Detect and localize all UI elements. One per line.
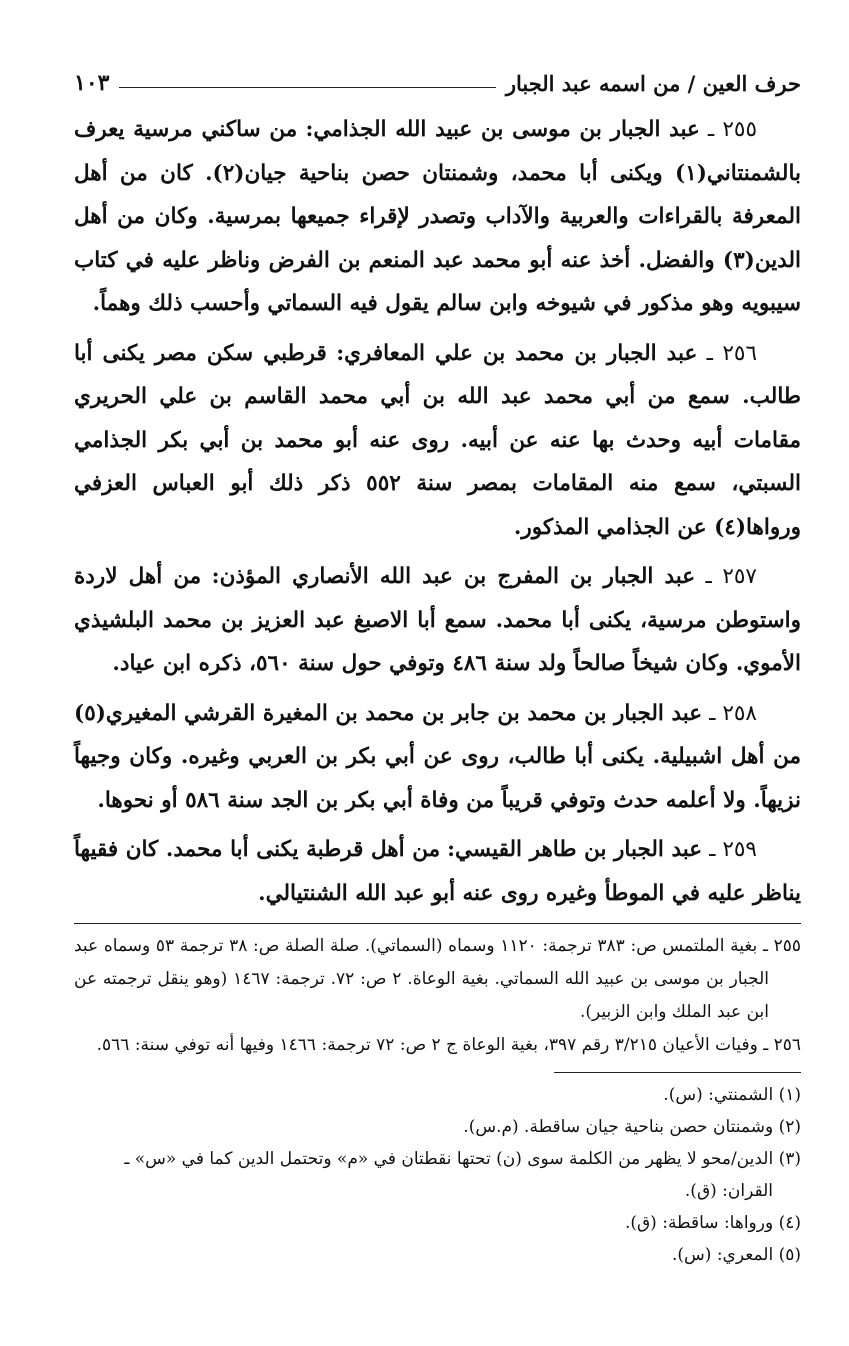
footnote: (٥) المعري: (س). (672, 1245, 801, 1265)
entry-number: ٢٥٥ ـ (707, 117, 757, 142)
entry-text: قرطبي سكن مصر يكنى أبا طالب. سمع من أبي محمد عبد الله بن أبي محمد القاسم بن علي الحريري مقامات أبيه وحدث بها عنه عن أبيه. روى عنه أبو محمد بن أبي بكر الجذامي السبتي، سمع منه المقامات بمصر سنة ٥٥٢ ذكر ذلك أبو العباس العزفي ورواها(٤) عن الجذامي المذكور. (74, 340, 802, 540)
footnotes-divider (554, 1072, 801, 1073)
entry-256 (74, 332, 801, 550)
entry-number: ٢٥٩ ـ (709, 837, 757, 862)
footnote: (٤) ورواها: ساقطة: (ق). (624, 1213, 801, 1233)
footnote: (٣) الدين/محو لا يظهر من الكلمة سوى (ن) تحتها نقطتان في «م» وتحتمل الدين كما في «س» ـ القران: (ق). (124, 1149, 801, 1201)
biography-entries (74, 108, 801, 915)
page-number: ١٠٣ (74, 70, 110, 96)
header-rule (119, 87, 495, 88)
entry-text: من أهل اشبيلية. يكنى أبا طالب، روى عن أبي بكر بن العربي وغيره. وكان وجيهاً نزيهاً. ولا أعلمه حدث وتوفي قريباً من وفاة أبي بكر بن الجد سنة ٥٨٦ أو نحوها. (74, 744, 801, 813)
entry-255 (74, 108, 801, 326)
source-references (74, 930, 801, 1062)
entry-heading: عبد الجبار بن موسى بن عبيد الله الجذامي: (305, 117, 700, 142)
footnotes (74, 1079, 801, 1271)
entry-257 (74, 555, 801, 686)
entry-heading: عبد الجبار بن محمد بن جابر بن محمد بن المغيرة القرشي المغيري(٥) (74, 700, 703, 726)
entry-259 (74, 828, 801, 915)
source-ref: ٢٥٥ ـ بغية الملتمس ص: ٣٨٣ ترجمة: ١١٢٠ وسماه (السماتي). صلة الصلة ص: ٣٨ ترجمة ٥٣ وسماه عبد الجبار بن موسى بن عبيد الله السماتي. بغية الوعاة. ٢ ص: ٧٢. ترجمة: ١٤٦٧ (وهو ينقل ترجمته عن ابن عبد الملك وابن الزبير). (74, 936, 801, 1022)
footnote: (١) الشمنتي: (س). (663, 1085, 801, 1105)
footnote: (٢) وشمنتان حصن بناحية جيان ساقطة. (م.س). (463, 1117, 801, 1137)
entry-text: من ساكني مرسية يعرف بالشمنتاني(١) ويكنى أبا محمد، وشمنتان حصن بناحية جيان(٢). كان من أهل المعرفة بالقراءات والعربية والآداب وتصدر لإقراء جميعها بمرسية. وكان من أهل الدين(٣) والفضل. أخذ عنه أبو محمد عبد المنعم بن الفرض وناظر عليه في كتاب سيبويه وهو مذكور في شيوخه وابن سالم يقول فيه السماتي وأحسب ذلك وهماً. (74, 117, 801, 316)
entry-number: ٢٥٦ ـ (706, 340, 758, 366)
entry-text: من أهل لاردة واستوطن مرسية، يكنى أبا محمد. سمع أبا الاصبغ عبد العزيز بن محمد البلشيذي الأموي. وكان شيخاً صالحاً ولد سنة ٤٨٦ وتوفي حول سنة ٥٦٠، ذكره ابن عياد. (74, 564, 801, 676)
entry-heading: عبد الجبار بن طاهر القيسي: (447, 837, 703, 862)
running-title: حرف العين / من اسمه عبد الجبار (505, 71, 801, 96)
source-ref: ٢٥٦ ـ وفيات الأعيان ٣/٢١٥ رقم ٣٩٧، بغية الوعاة ج ٢ ص: ٧٢ ترجمة: ١٤٦٦ وفيها أنه توفي سنة: ٥٦٦. (96, 1035, 801, 1055)
page-header (74, 58, 801, 96)
entry-text: من أهل قرطبة يكنى أبا محمد. كان فقيهاً يناظر عليه في الموطأ وغيره روى عنه أبو عبد الله الشنتيالي. (74, 837, 801, 906)
entry-number: ٢٥٨ ـ (709, 700, 757, 726)
entry-heading: عبد الجبار بن محمد بن علي المعافري: (336, 340, 698, 366)
entry-heading: عبد الجبار بن المفرج بن عبد الله الأنصاري المؤذن: (211, 564, 696, 589)
sources-divider (74, 923, 801, 924)
entry-258 (74, 692, 801, 823)
entry-number: ٢٥٧ ـ (705, 564, 757, 589)
